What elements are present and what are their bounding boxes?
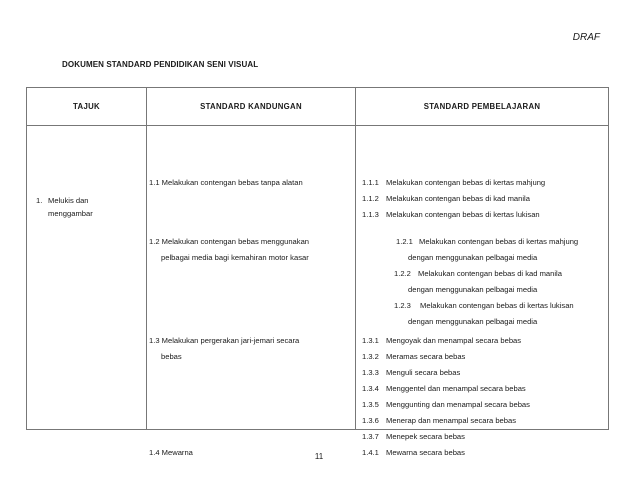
pembelajaran-text: Melakukan contengan bebas di kad manila	[418, 269, 562, 278]
pembelajaran-code: 1.1.1	[362, 178, 379, 187]
pembelajaran-code: 1.3.5	[362, 400, 379, 409]
pembelajaran-code: 1.3.3	[362, 368, 379, 377]
pembelajaran-text: Menggunting dan menampal secara bebas	[386, 400, 530, 409]
page-number: 11	[314, 452, 324, 461]
pembelajaran-cell	[356, 126, 609, 457]
pembelajaran-text-cont: dengan menggunakan pelbagai media	[408, 285, 538, 294]
pembelajaran-text: Menepek secara bebas	[386, 432, 465, 441]
pembelajaran-text: Melakukan contengan bebas di kad manila	[386, 194, 530, 203]
pembelajaran-code: 1.1.2	[362, 194, 379, 203]
column-header-standard-pembelajaran: STANDARD PEMBELAJARAN	[356, 88, 609, 126]
pembelajaran-text-cont: dengan menggunakan pelbagai media	[408, 317, 538, 326]
pembelajaran-text: Mewarna secara bebas	[386, 448, 465, 457]
pembelajaran-code: 1.3.6	[362, 416, 379, 425]
pembelajaran-text: Menggentel dan menampal secara bebas	[386, 384, 526, 393]
pembelajaran-code: 1.3.2	[362, 352, 379, 361]
kandungan-1-4: 1.4 Mewarna	[149, 448, 193, 457]
pembelajaran-code: 1.3.7	[362, 432, 379, 441]
tajuk-line-2: menggambar	[48, 209, 93, 218]
pembelajaran-code: 1.4.1	[362, 448, 379, 457]
tajuk-number: 1.	[36, 196, 43, 205]
column-header-standard-kandungan: STANDARD KANDUNGAN	[147, 88, 356, 126]
pembelajaran-code: 1.2.2	[394, 269, 411, 278]
kandungan-1-3-line-2: bebas	[161, 352, 182, 361]
kandungan-1-2-line-2: pelbagai media bagi kemahiran motor kasar	[161, 253, 309, 262]
pembelajaran-text: Melakukan contengan bebas di kertas mahjung	[386, 178, 546, 187]
kandungan-cell	[147, 126, 356, 457]
draft-label: DRAF	[572, 32, 600, 43]
pembelajaran-code: 1.2.1	[396, 237, 413, 246]
pembelajaran-code: 1.2.3	[394, 301, 411, 310]
pembelajaran-code: 1.3.1	[362, 336, 379, 345]
table-header-row	[27, 88, 609, 126]
kandungan-1-1: 1.1 Melakukan contengan bebas tanpa alatan	[149, 178, 303, 187]
tajuk-cell	[27, 126, 147, 430]
pembelajaran-code: 1.3.4	[362, 384, 379, 393]
pembelajaran-text: Melakukan contengan bebas di kertas lukisan	[386, 210, 540, 219]
pembelajaran-text-cont: dengan menggunakan pelbagai media	[408, 253, 538, 262]
standards-table	[26, 87, 609, 457]
document-title: DOKUMEN STANDARD PENDIDIKAN SENI VISUAL	[62, 60, 259, 69]
pembelajaran-text: Menguli secara bebas	[386, 368, 461, 377]
kandungan-1-2-line-1: 1.2 Melakukan contengan bebas menggunakan	[149, 237, 310, 246]
pembelajaran-text: Menerap dan menampal secara bebas	[386, 416, 517, 425]
pembelajaran-text: Meramas secara bebas	[386, 352, 466, 361]
pembelajaran-code: 1.1.3	[362, 210, 379, 219]
column-header-tajuk: TAJUK	[27, 88, 147, 126]
table-row	[27, 126, 609, 430]
pembelajaran-text: Melakukan contengan bebas di kertas mahjung	[419, 237, 579, 246]
pembelajaran-text: Melakukan contengan bebas di kertas lukisan	[420, 301, 574, 310]
kandungan-1-3-line-1: 1.3 Melakukan pergerakan jari-jemari secara	[149, 336, 300, 345]
tajuk-line-1: Melukis dan	[48, 196, 89, 205]
pembelajaran-text: Mengoyak dan menampal secara bebas	[386, 336, 522, 345]
